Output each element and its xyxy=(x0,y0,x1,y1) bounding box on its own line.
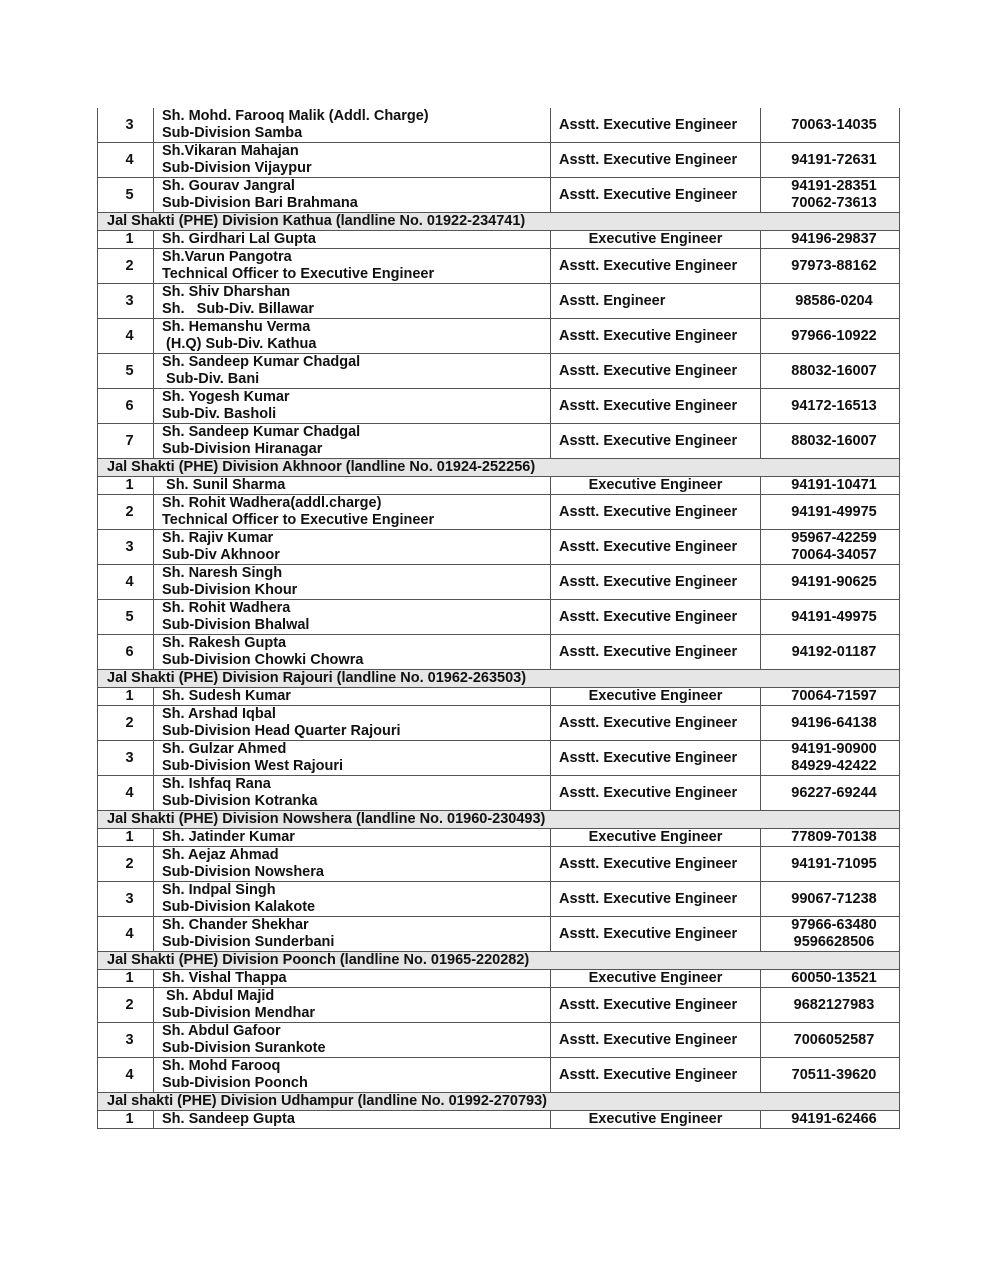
phone-cell xyxy=(761,688,900,706)
designation: Asstt. Executive Engineer xyxy=(551,143,761,178)
officer-row xyxy=(98,706,900,741)
phone-number: 94191-90625 xyxy=(791,573,877,590)
officer-name-cell xyxy=(154,706,551,741)
phone-cell xyxy=(761,917,900,952)
phone-number: 97966-63480 xyxy=(791,917,877,933)
serial-number: 1 xyxy=(98,231,154,249)
officer-name: Sh. Rohit Wadhera xyxy=(162,600,291,616)
phone-number: 94172-16513 xyxy=(791,397,877,414)
officer-name-cell xyxy=(154,847,551,882)
division-title: Jal Shakti (PHE) Division Nowshera (landline No. 01960-230493) xyxy=(98,811,900,829)
officer-name-cell xyxy=(154,882,551,917)
phone-cell xyxy=(761,776,900,811)
officer-name: Sh. Sunil Sharma xyxy=(162,477,286,493)
officer-name: Sh. Rakesh Gupta xyxy=(162,635,287,651)
officer-name-cell xyxy=(154,319,551,354)
phone-number: 70063-14035 xyxy=(791,116,877,133)
serial-number: 3 xyxy=(98,882,154,917)
phone-cell xyxy=(761,389,900,424)
designation: Executive Engineer xyxy=(551,477,761,495)
phone-number: 60050-13521 xyxy=(791,970,877,986)
officer-name-cell xyxy=(154,741,551,776)
officer-posting: Sub-Division Kalakote xyxy=(162,899,316,915)
directory-body xyxy=(98,108,900,1129)
officer-name: Sh. Shiv Dharshan xyxy=(162,284,291,300)
serial-number: 1 xyxy=(98,477,154,495)
phone-cell xyxy=(761,231,900,249)
officer-name-cell xyxy=(154,988,551,1023)
serial-number: 4 xyxy=(98,776,154,811)
officer-posting: Sub-Division Vijaypur xyxy=(162,160,312,176)
officer-name: Sh. Abdul Gafoor xyxy=(162,1023,281,1039)
phone-number: 95967-42259 xyxy=(791,530,877,546)
serial-number: 2 xyxy=(98,249,154,284)
serial-number: 2 xyxy=(98,495,154,530)
serial-number: 4 xyxy=(98,917,154,952)
designation: Asstt. Executive Engineer xyxy=(551,249,761,284)
designation: Asstt. Executive Engineer xyxy=(551,1023,761,1058)
phone-number: 99067-71238 xyxy=(791,890,877,907)
officer-name: Sh. Hemanshu Verma xyxy=(162,319,311,335)
officer-row xyxy=(98,565,900,600)
phone-number: 94196-64138 xyxy=(791,714,877,731)
officer-posting: Sub-Division Bhalwal xyxy=(162,617,310,633)
serial-number: 3 xyxy=(98,284,154,319)
officer-row xyxy=(98,231,900,249)
officer-posting: Sub-Division Head Quarter Rajouri xyxy=(162,723,401,739)
division-title: Jal shakti (PHE) Division Udhampur (landline No. 01992-270793) xyxy=(98,1093,900,1111)
division-title: Jal Shakti (PHE) Division Poonch (landline No. 01965-220282) xyxy=(98,952,900,970)
phone-cell xyxy=(761,847,900,882)
phone-number: 94191-28351 xyxy=(791,178,877,194)
phone-number: 9596628506 xyxy=(793,934,875,950)
phone-number: 98586-0204 xyxy=(795,292,873,309)
officer-name: Sh. Gulzar Ahmed xyxy=(162,741,287,757)
officer-row xyxy=(98,988,900,1023)
officer-name: Sh. Rajiv Kumar xyxy=(162,530,274,546)
phone-cell xyxy=(761,249,900,284)
phone-number: 88032-16007 xyxy=(791,432,877,449)
officer-row xyxy=(98,354,900,389)
phone-cell xyxy=(761,565,900,600)
phone-number: 94191-49975 xyxy=(791,608,877,625)
officer-name: Sh.Varun Pangotra xyxy=(162,249,292,265)
officer-name: Sh. Arshad Iqbal xyxy=(162,706,276,722)
division-header-row xyxy=(98,1093,900,1111)
designation: Asstt. Executive Engineer xyxy=(551,354,761,389)
serial-number: 1 xyxy=(98,1111,154,1129)
serial-number: 6 xyxy=(98,389,154,424)
serial-number: 3 xyxy=(98,741,154,776)
designation: Asstt. Executive Engineer xyxy=(551,776,761,811)
phone-cell xyxy=(761,600,900,635)
officer-name-cell xyxy=(154,600,551,635)
serial-number: 1 xyxy=(98,688,154,706)
phone-number: 84929-42422 xyxy=(791,758,877,774)
officer-name-cell xyxy=(154,495,551,530)
designation: Asstt. Executive Engineer xyxy=(551,988,761,1023)
phone-cell xyxy=(761,741,900,776)
division-title: Jal Shakti (PHE) Division Akhnoor (landline No. 01924-252256) xyxy=(98,459,900,477)
phone-number: 94196-29837 xyxy=(791,231,877,247)
phone-number: 94191-49975 xyxy=(791,503,877,520)
officer-posting: Sub-Division Samba xyxy=(162,125,303,141)
officer-row xyxy=(98,1023,900,1058)
serial-number: 2 xyxy=(98,706,154,741)
officer-row xyxy=(98,249,900,284)
serial-number: 4 xyxy=(98,565,154,600)
officer-posting: Sub-Division Nowshera xyxy=(162,864,324,880)
designation: Asstt. Executive Engineer xyxy=(551,635,761,670)
phone-cell xyxy=(761,1058,900,1093)
phone-cell xyxy=(761,178,900,213)
officer-row xyxy=(98,776,900,811)
designation: Asstt. Executive Engineer xyxy=(551,1058,761,1093)
designation: Asstt. Executive Engineer xyxy=(551,600,761,635)
officer-name-cell xyxy=(154,178,551,213)
officer-row xyxy=(98,530,900,565)
designation: Asstt. Executive Engineer xyxy=(551,178,761,213)
officer-row xyxy=(98,970,900,988)
phone-number: 94191-62466 xyxy=(791,1111,877,1127)
officer-row xyxy=(98,108,900,143)
division-header-row xyxy=(98,670,900,688)
officer-name-cell xyxy=(154,530,551,565)
officer-posting: Sub-Division Khour xyxy=(162,582,298,598)
phone-number: 94191-10471 xyxy=(791,477,877,493)
officer-name-cell xyxy=(154,776,551,811)
officer-name-cell xyxy=(154,565,551,600)
officer-row xyxy=(98,829,900,847)
phone-number: 97973-88162 xyxy=(791,257,877,274)
officer-name: Sh. Rohit Wadhera(addl.charge) xyxy=(162,495,382,511)
phone-number: 70062-73613 xyxy=(791,195,877,211)
officer-name-cell xyxy=(154,249,551,284)
serial-number: 4 xyxy=(98,1058,154,1093)
designation: Asstt. Executive Engineer xyxy=(551,530,761,565)
serial-number: 4 xyxy=(98,319,154,354)
phone-number: 94192-01187 xyxy=(791,643,877,660)
officer-name-cell xyxy=(154,829,551,847)
officer-posting: Sub-Div. Basholi xyxy=(162,406,277,422)
phone-cell xyxy=(761,477,900,495)
officer-row xyxy=(98,688,900,706)
phone-number: 77809-70138 xyxy=(791,829,877,845)
officer-name-cell xyxy=(154,635,551,670)
division-header-row xyxy=(98,459,900,477)
serial-number: 7 xyxy=(98,424,154,459)
officer-posting: (H.Q) Sub-Div. Kathua xyxy=(162,336,317,352)
officer-posting: Sub-Division West Rajouri xyxy=(162,758,344,774)
serial-number: 5 xyxy=(98,600,154,635)
officer-row xyxy=(98,1111,900,1129)
serial-number: 3 xyxy=(98,1023,154,1058)
officer-name: Sh. Chander Shekhar xyxy=(162,917,309,933)
designation: Asstt. Executive Engineer xyxy=(551,495,761,530)
phone-cell xyxy=(761,1111,900,1129)
officer-name-cell xyxy=(154,284,551,319)
officer-name-cell xyxy=(154,354,551,389)
officer-posting: Sub-Div Akhnoor xyxy=(162,547,280,563)
officer-row xyxy=(98,600,900,635)
phone-number: 94191-72631 xyxy=(791,151,877,168)
serial-number: 1 xyxy=(98,829,154,847)
officer-name-cell xyxy=(154,108,551,143)
officer-posting: Technical Officer to Executive Engineer xyxy=(162,266,435,282)
officer-name-cell xyxy=(154,917,551,952)
phone-number: 9682127983 xyxy=(793,996,875,1013)
phone-cell xyxy=(761,143,900,178)
phone-number: 7006052587 xyxy=(793,1031,875,1048)
phone-cell xyxy=(761,988,900,1023)
officer-name-cell xyxy=(154,1111,551,1129)
phone-cell xyxy=(761,495,900,530)
designation: Asstt. Executive Engineer xyxy=(551,319,761,354)
phone-cell xyxy=(761,319,900,354)
officer-posting: Sub-Division Kotranka xyxy=(162,793,318,809)
officer-name-cell xyxy=(154,231,551,249)
officer-name: Sh. Sudesh Kumar xyxy=(162,688,291,704)
division-header-row xyxy=(98,952,900,970)
officer-row xyxy=(98,319,900,354)
phone-number: 94191-90900 xyxy=(791,741,877,757)
designation: Asstt. Executive Engineer xyxy=(551,741,761,776)
officer-name: Sh. Sandeep Kumar Chadgal xyxy=(162,424,361,440)
designation: Executive Engineer xyxy=(551,970,761,988)
serial-number: 1 xyxy=(98,970,154,988)
phone-cell xyxy=(761,882,900,917)
division-title: Jal Shakti (PHE) Division Kathua (landline No. 01922-234741) xyxy=(98,213,900,231)
officer-row xyxy=(98,178,900,213)
officer-posting: Sub-Division Poonch xyxy=(162,1075,308,1091)
officer-row xyxy=(98,882,900,917)
officer-name: Sh. Girdhari Lal Gupta xyxy=(162,231,316,247)
officer-name-cell xyxy=(154,1058,551,1093)
phone-cell xyxy=(761,530,900,565)
designation: Asstt. Executive Engineer xyxy=(551,917,761,952)
designation: Asstt. Executive Engineer xyxy=(551,847,761,882)
officer-row xyxy=(98,1058,900,1093)
division-header-row xyxy=(98,213,900,231)
officer-name: Sh. Gourav Jangral xyxy=(162,178,295,194)
officer-name-cell xyxy=(154,424,551,459)
officer-name: Sh. Vishal Thappa xyxy=(162,970,287,986)
officer-posting: Technical Officer to Executive Engineer xyxy=(162,512,435,528)
officer-row xyxy=(98,424,900,459)
phone-number: 70511-39620 xyxy=(791,1066,877,1083)
serial-number: 4 xyxy=(98,143,154,178)
officer-name: Sh. Abdul Majid xyxy=(162,988,275,1004)
officer-row xyxy=(98,477,900,495)
phone-cell xyxy=(761,970,900,988)
officer-name: Sh. Aejaz Ahmad xyxy=(162,847,279,863)
phone-cell xyxy=(761,706,900,741)
designation: Executive Engineer xyxy=(551,829,761,847)
designation: Asstt. Executive Engineer xyxy=(551,882,761,917)
officer-name-cell xyxy=(154,970,551,988)
phone-number: 88032-16007 xyxy=(791,362,877,379)
officer-row xyxy=(98,847,900,882)
phone-cell xyxy=(761,354,900,389)
designation: Asstt. Engineer xyxy=(551,284,761,319)
phone-number: 70064-34057 xyxy=(791,547,877,563)
serial-number: 2 xyxy=(98,988,154,1023)
officer-row xyxy=(98,635,900,670)
officer-name: Sh. Mohd. Farooq Malik (Addl. Charge) xyxy=(162,108,429,124)
officer-posting: Sub-Division Hiranagar xyxy=(162,441,323,457)
officer-posting: Sub-Division Chowki Chowra xyxy=(162,652,364,668)
designation: Asstt. Executive Engineer xyxy=(551,389,761,424)
officer-row xyxy=(98,917,900,952)
designation: Asstt. Executive Engineer xyxy=(551,108,761,143)
officer-name: Sh. Sandeep Gupta xyxy=(162,1111,295,1127)
officer-row xyxy=(98,741,900,776)
serial-number: 3 xyxy=(98,530,154,565)
phone-cell xyxy=(761,108,900,143)
officer-name: Sh. Sandeep Kumar Chadgal xyxy=(162,354,361,370)
serial-number: 6 xyxy=(98,635,154,670)
designation: Asstt. Executive Engineer xyxy=(551,565,761,600)
officer-posting: Sub-Division Surankote xyxy=(162,1040,326,1056)
serial-number: 3 xyxy=(98,108,154,143)
division-header-row xyxy=(98,811,900,829)
designation: Executive Engineer xyxy=(551,231,761,249)
officer-name: Sh. Indpal Singh xyxy=(162,882,276,898)
designation: Asstt. Executive Engineer xyxy=(551,424,761,459)
officer-directory-table xyxy=(97,108,900,1129)
officer-name: Sh. Yogesh Kumar xyxy=(162,389,290,405)
officer-name: Sh. Ishfaq Rana xyxy=(162,776,271,792)
phone-number: 97966-10922 xyxy=(791,327,877,344)
officer-posting: Sh. Sub-Div. Billawar xyxy=(162,301,315,317)
officer-row xyxy=(98,284,900,319)
officer-posting: Sub-Division Bari Brahmana xyxy=(162,195,358,211)
division-title: Jal Shakti (PHE) Division Rajouri (landline No. 01962-263503) xyxy=(98,670,900,688)
serial-number: 5 xyxy=(98,354,154,389)
designation: Executive Engineer xyxy=(551,688,761,706)
officer-name: Sh.Vikaran Mahajan xyxy=(162,143,299,159)
officer-posting: Sub-Division Mendhar xyxy=(162,1005,316,1021)
officer-name: Sh. Mohd Farooq xyxy=(162,1058,281,1074)
designation: Asstt. Executive Engineer xyxy=(551,706,761,741)
designation: Executive Engineer xyxy=(551,1111,761,1129)
officer-name: Sh. Naresh Singh xyxy=(162,565,283,581)
phone-cell xyxy=(761,635,900,670)
phone-number: 70064-71597 xyxy=(791,688,877,704)
phone-cell xyxy=(761,829,900,847)
officer-name: Sh. Jatinder Kumar xyxy=(162,829,295,845)
phone-number: 96227-69244 xyxy=(791,784,877,801)
phone-cell xyxy=(761,1023,900,1058)
officer-name-cell xyxy=(154,143,551,178)
serial-number: 2 xyxy=(98,847,154,882)
officer-posting: Sub-Div. Bani xyxy=(162,371,260,387)
phone-number: 94191-71095 xyxy=(791,855,877,872)
officer-name-cell xyxy=(154,389,551,424)
officer-name-cell xyxy=(154,1023,551,1058)
phone-cell xyxy=(761,284,900,319)
serial-number: 5 xyxy=(98,178,154,213)
officer-name-cell xyxy=(154,477,551,495)
officer-row xyxy=(98,143,900,178)
officer-row xyxy=(98,495,900,530)
officer-posting: Sub-Division Sunderbani xyxy=(162,934,335,950)
phone-cell xyxy=(761,424,900,459)
officer-row xyxy=(98,389,900,424)
officer-name-cell xyxy=(154,688,551,706)
